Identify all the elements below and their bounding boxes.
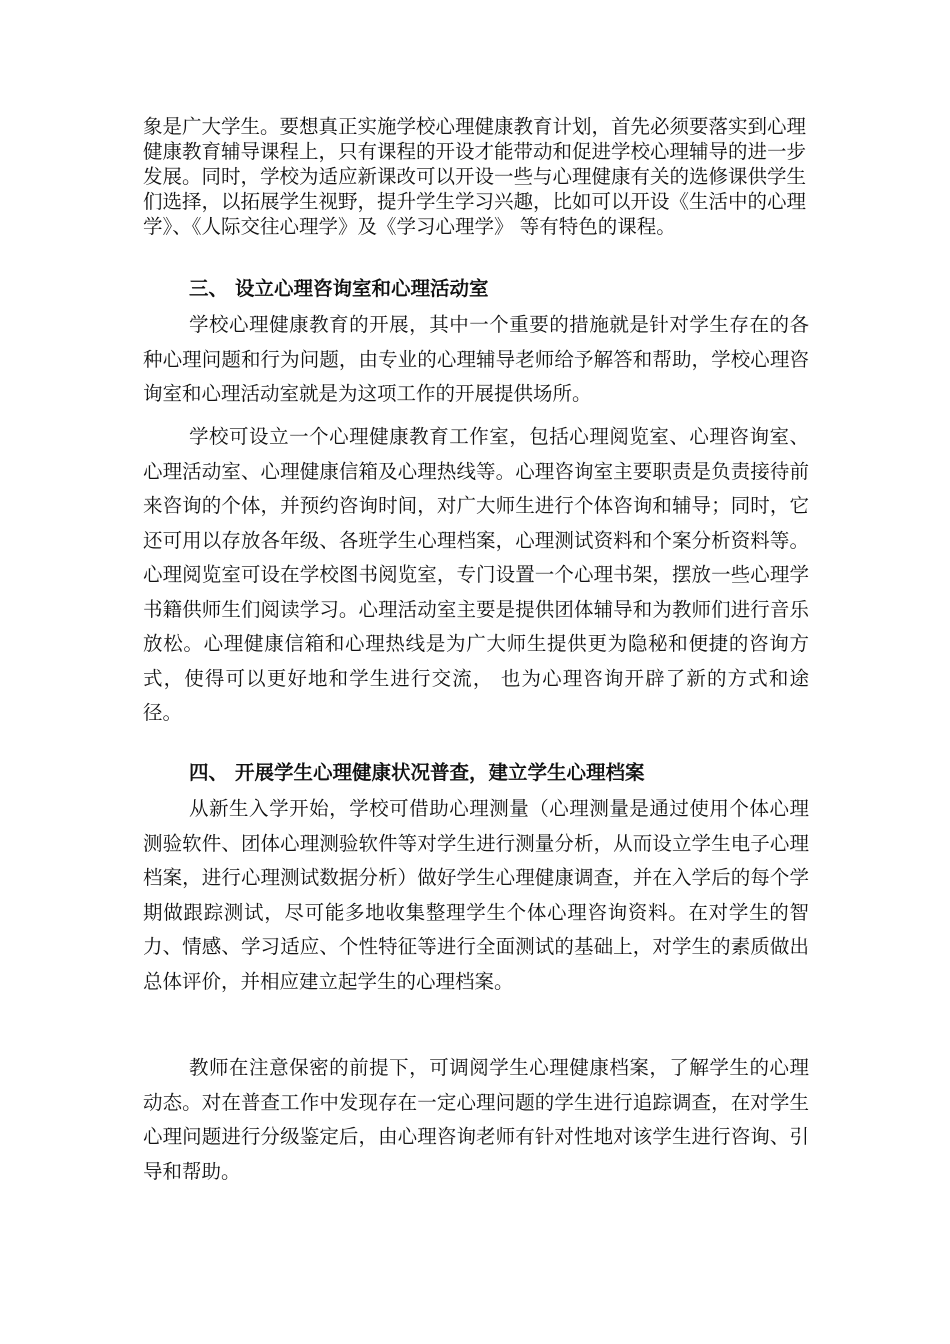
section-number: 四、 [189, 761, 229, 784]
section-heading-3 [143, 276, 809, 301]
section-heading-4 [143, 760, 809, 785]
paragraph: 从新生入学开始，学校可借助心理测量（心理测量是通过使用个体心理测验软件、团体心理测验软件等对学生进行测量分析，从而设立学生电子心理档案，进行心理测试数据分析）做好学生心理健康调查，并在入学后的每个学期做跟踪测试，尽可能多地收集整理学生个体心理咨询资料。在对学生的智力、情感、学习适应、个性特征等进行全面测试的基础上，对学生的素质做出总体评价，并相应建立起学生的心理档案。 [143, 797, 809, 993]
intro-paragraph: 象是广大学生。要想真正实施学校心理健康教育计划，首先必须要落实到心理健康教育辅导课程上，只有课程的开设才能带动和促进学校心理辅导的进一步发展。同时，学校为适应新课改可以开设一些与心理健康有关的选修课供学生们选择，以拓展学生视野，提升学生学习兴趣，比如可以开设《生活中的心理学》、《人际交往心理学》及《学习心理学》 等有特色的课程。 [143, 115, 807, 238]
paragraph: 学校可设立一个心理健康教育工作室，包括心理阅览室、心理咨询室、心理活动室、心理健康信箱及心理热线等。心理咨询室主要职责是负责接待前来咨询的个体，并预约咨询时间，对广大师生进行个体咨询和辅导；同时，它还可用以存放各年级、各班学生心理档案，心理测试资料和个案分析资料等。心理阅览室可设在学校图书阅览室，专门设置一个心理书架，摆放一些心理学书籍供师生们阅读学习。心理活动室主要是提供团体辅导和为教师们进行音乐放松。心理健康信箱和心理热线是为广大师生提供更为隐秘和便捷的咨询方式，使得可以更好地和学生进行交流， 也为心理咨询开辟了新的方式和途径。 [143, 425, 809, 724]
paragraph: 学校心理健康教育的开展，其中一个重要的措施就是针对学生存在的各种心理问题和行为问题，由专业的心理辅导老师给予解答和帮助，学校心理咨询室和心理活动室就是为这项工作的开展提供场所。 [143, 313, 809, 405]
paragraph: 教师在注意保密的前提下，可调阅学生心理健康档案，了解学生的心理动态。对在普查工作中发现存在一定心理问题的学生进行追踪调查，在对学生心理问题进行分级鉴定后，由心理咨询老师有针对性地对该学生进行咨询、引导和帮助。 [143, 1056, 809, 1183]
section-title: 设立心理咨询室和心理活动室 [235, 277, 489, 300]
section-number: 三、 [189, 277, 229, 300]
section-title: 开展学生心理健康状况普查，建立学生心理档案 [235, 761, 645, 784]
